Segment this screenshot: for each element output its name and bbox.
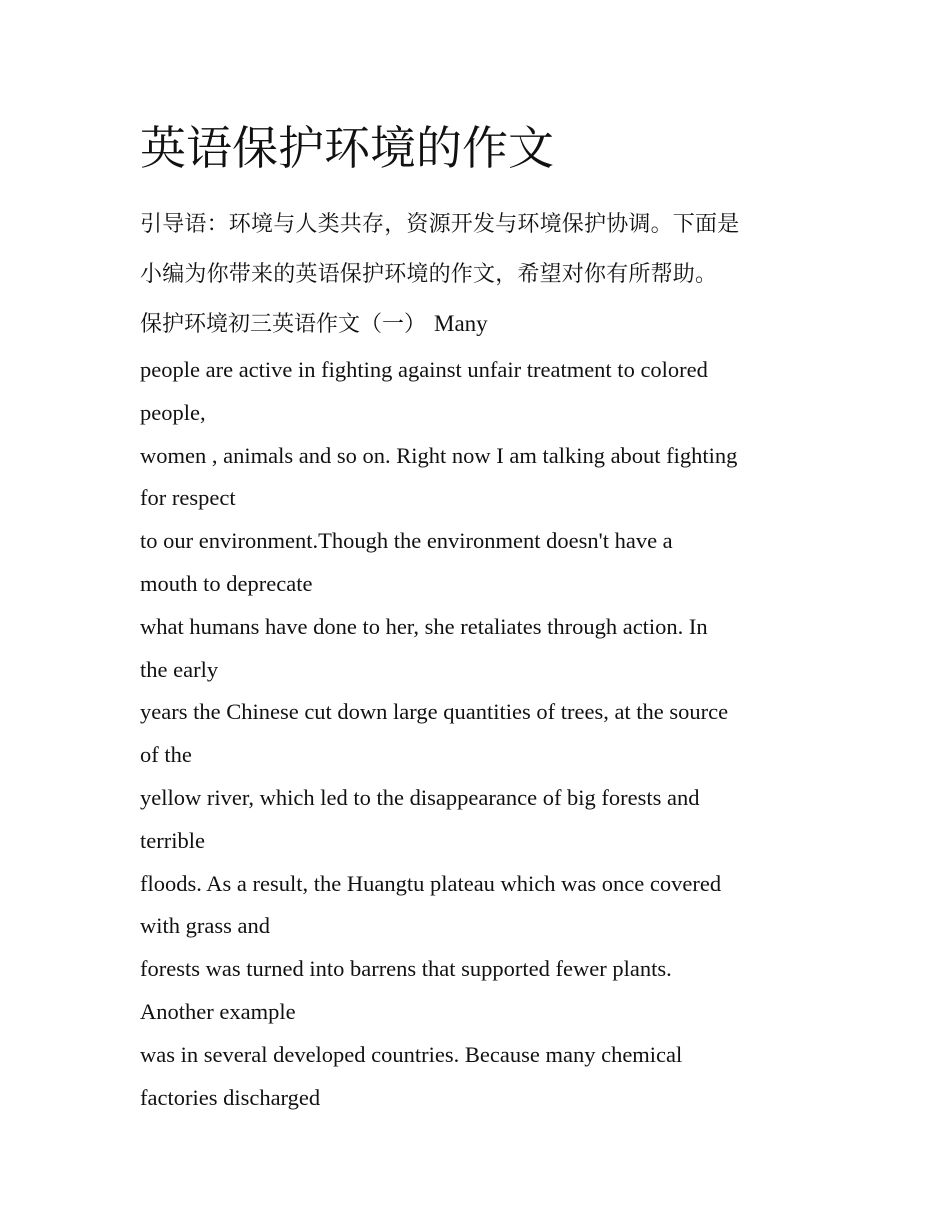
body-line: floods. As a result, the Huangtu plateau which was once covered	[140, 870, 722, 896]
body-line: of the	[140, 742, 192, 768]
body-line: with grass and	[140, 913, 270, 939]
essay-body	[140, 349, 820, 1119]
intro-paragraph	[140, 200, 820, 300]
body-line: mouth to deprecate	[140, 570, 313, 596]
intro-line: 引导语：环境与人类共存，资源开发与环境保护协调。下面是	[140, 212, 740, 237]
body-line: forests was turned into barrens that supported fewer plants.	[140, 956, 672, 982]
body-line: years the Chinese cut down large quantities of trees, at the source	[140, 699, 729, 725]
section-heading: 保护环境初三英语作文（一）	[140, 312, 427, 337]
body-line: factories discharged	[140, 1084, 321, 1110]
body-line: yellow river, which led to the disappearance of big forests and	[140, 784, 700, 810]
document-title: 英语保护环境的作文	[140, 121, 554, 175]
body-line: people,	[140, 399, 206, 425]
body-line: Another example	[140, 998, 296, 1024]
body-line: the early	[140, 656, 219, 682]
section-heading-line	[140, 306, 488, 343]
section-first-word: Many	[434, 311, 488, 336]
body-line: for respect	[140, 485, 236, 511]
body-line: women , animals and so on. Right now I am talking about fighting	[140, 442, 738, 468]
body-line: to our environment.Though the environment doesn't have a	[140, 528, 673, 554]
body-line: what humans have done to her, she retaliates through action. In	[140, 613, 708, 639]
body-line: was in several developed countries. Because many chemical	[140, 1041, 683, 1067]
body-line: people are active in fighting against unfair treatment to colored	[140, 357, 708, 382]
body-line: terrible	[140, 827, 205, 853]
intro-line: 小编为你带来的英语保护环境的作文，希望对你有所帮助。	[140, 262, 718, 287]
